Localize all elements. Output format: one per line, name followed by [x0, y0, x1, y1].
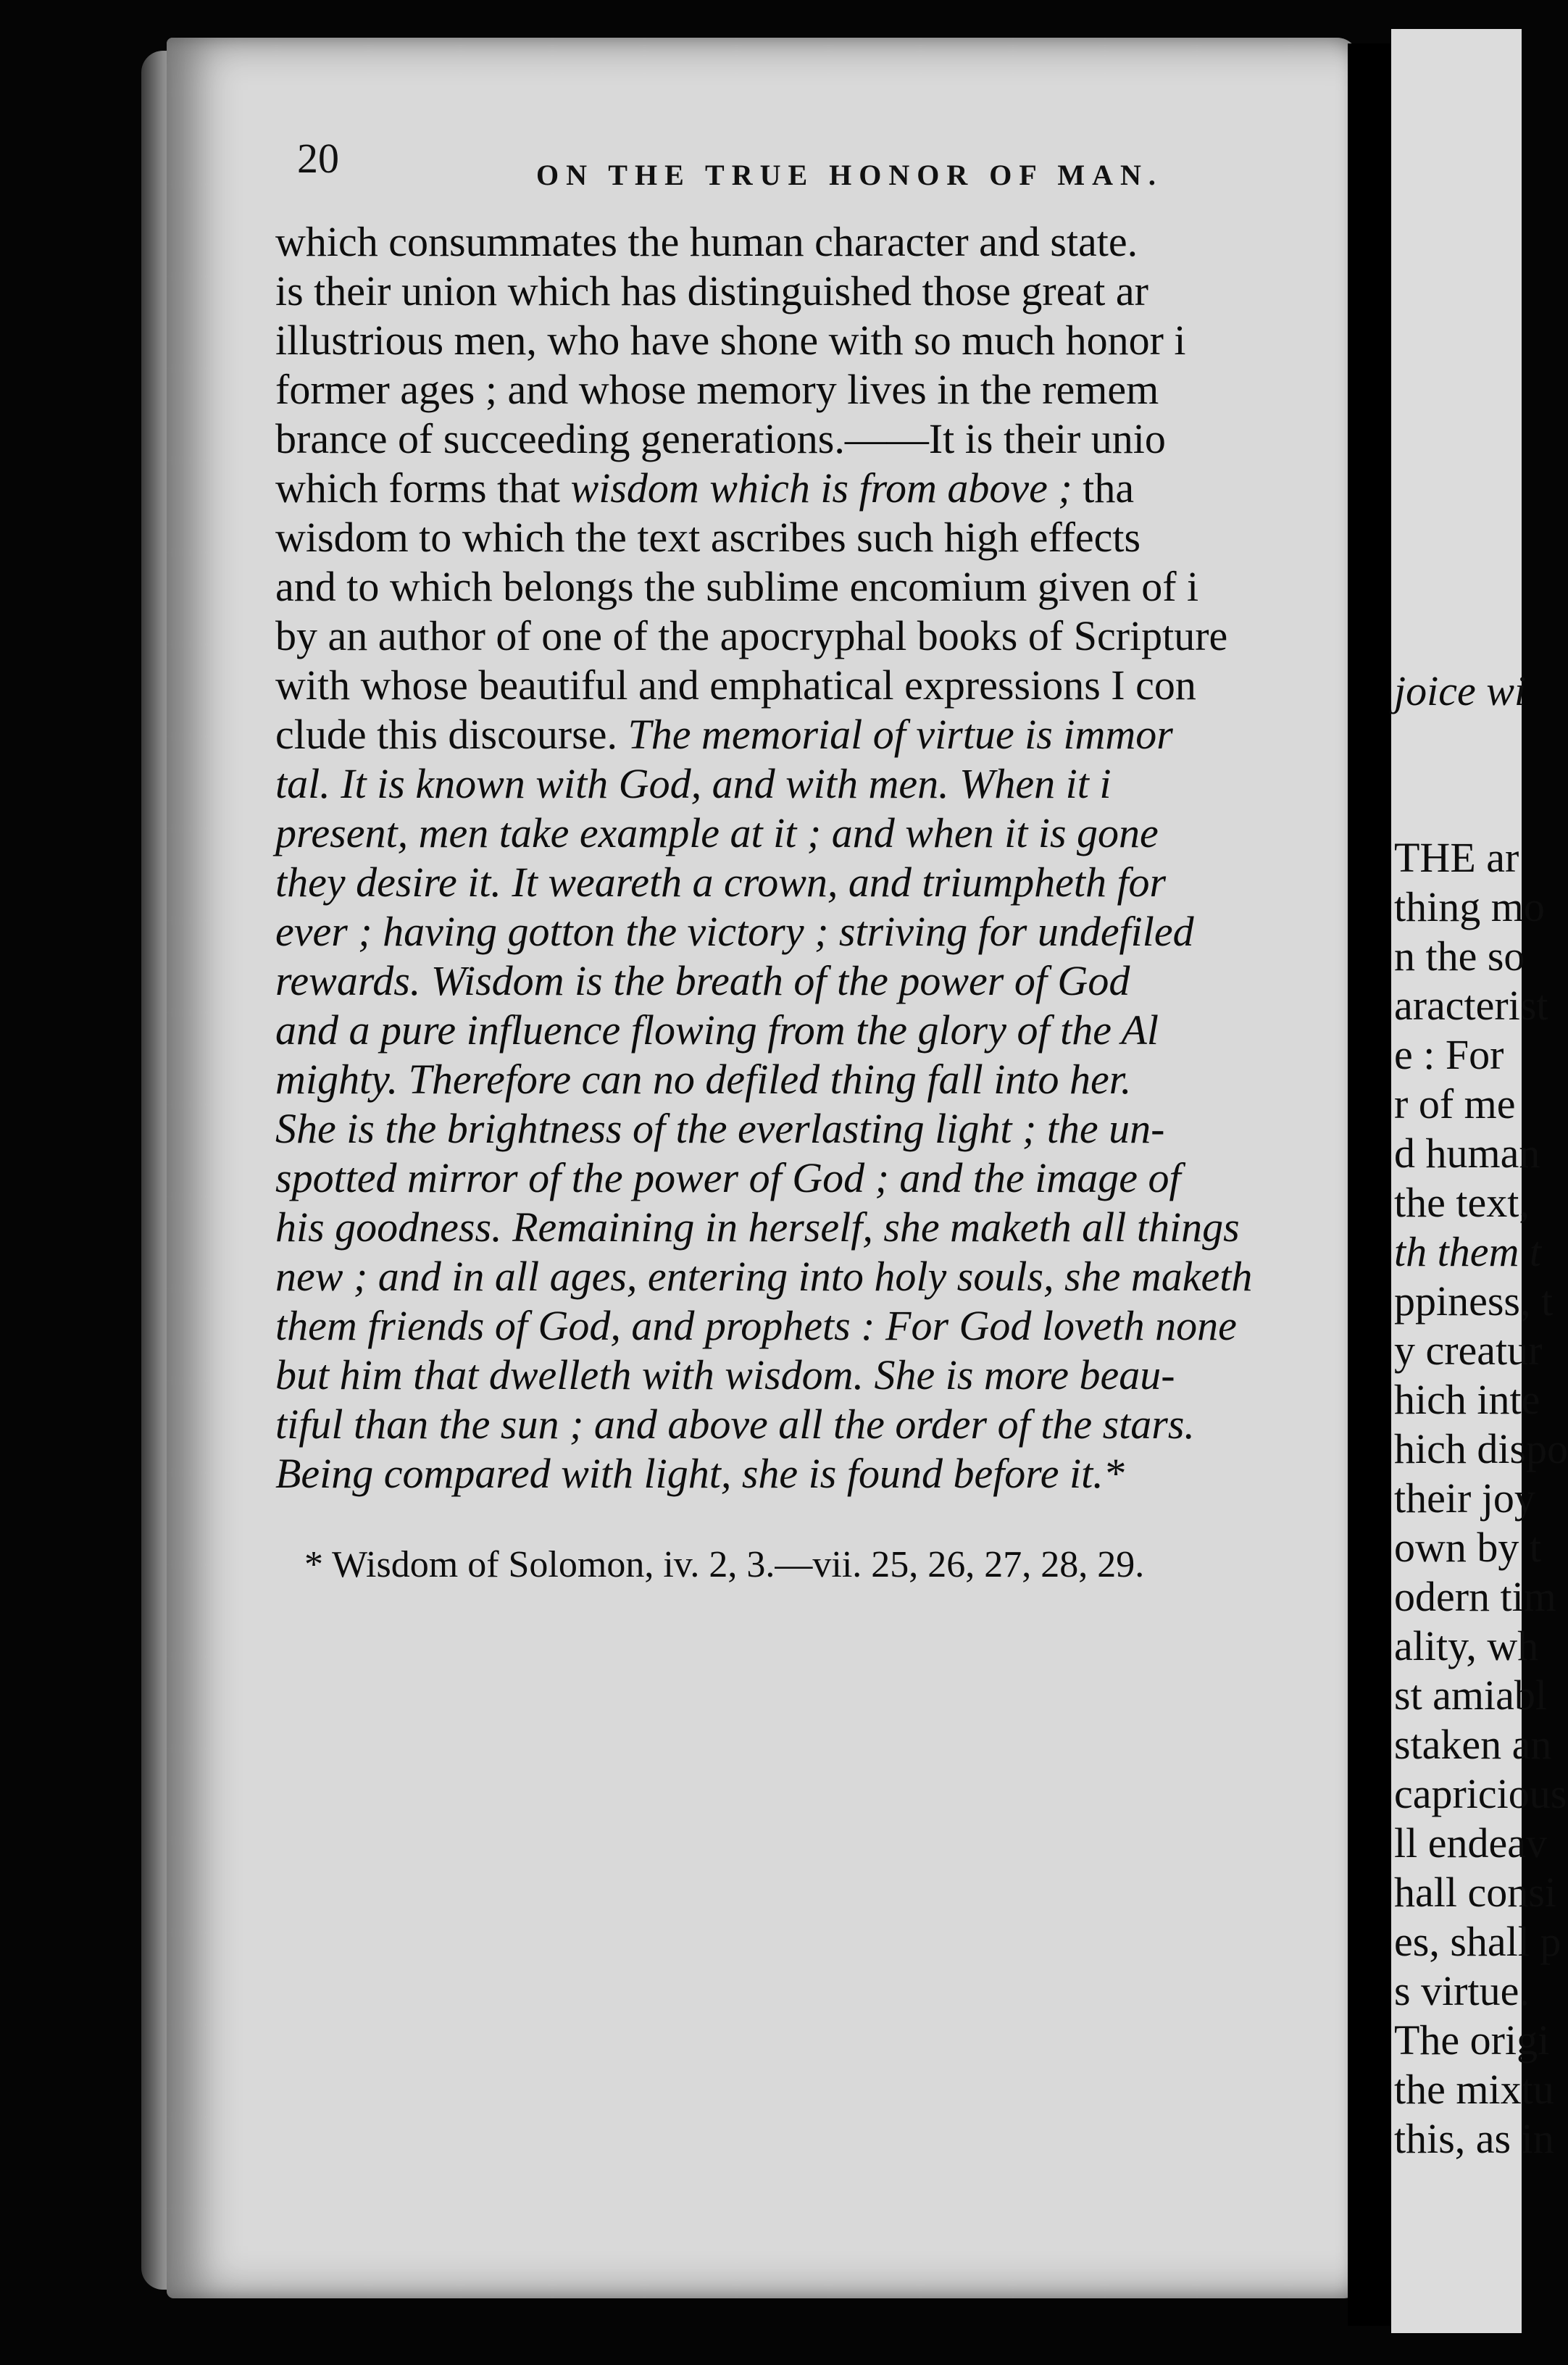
- right-text-line: staken an: [1394, 1721, 1552, 1768]
- right-text-line: the text,: [1394, 1179, 1530, 1226]
- page-number: 20: [297, 135, 339, 182]
- right-text-line: THE ar: [1394, 834, 1519, 881]
- right-text-line: this, as in: [1394, 2115, 1554, 2162]
- text-line: and to which belongs the sublime encomium given of i: [275, 563, 1199, 610]
- text-line: mighty. Therefore can no defiled thing fall into her.: [275, 1056, 1132, 1103]
- text-line: ever ; having gotton the victory ; striving for undefiled: [275, 908, 1194, 955]
- text-line: which forms that wisdom which is from above ; tha: [275, 464, 1135, 512]
- right-text-line: n the so: [1394, 933, 1525, 980]
- text-line: present, men take example at it ; and when it is gone: [275, 809, 1159, 856]
- text-line: tiful than the sun ; and above all the order of the stars.: [275, 1401, 1195, 1448]
- text-line: his goodness. Remaining in herself, she maketh all things: [275, 1204, 1240, 1251]
- text-line: tal. It is known with God, and with men. When it i: [275, 760, 1112, 807]
- text-line: wisdom to which the text ascribes such high effects: [275, 514, 1141, 561]
- right-text-line: own by t: [1394, 1524, 1541, 1571]
- right-page: [1391, 29, 1568, 2333]
- text-line: brance of succeeding generations.——It is their unio: [275, 415, 1166, 462]
- text-line: She is the brightness of the everlasting light ; the un-: [275, 1105, 1165, 1152]
- right-text-line: thing mo: [1394, 883, 1545, 930]
- right-text-line: d human: [1394, 1130, 1540, 1177]
- text-line: Being compared with light, she is found before it.*: [275, 1450, 1125, 1497]
- right-text-line: ality, wh: [1394, 1622, 1539, 1669]
- book-gutter: [1348, 43, 1391, 2326]
- right-text-line: aracterist: [1394, 982, 1548, 1029]
- text-line: and a pure influence flowing from the glory of the Al: [275, 1006, 1159, 1054]
- right-text-line: th them t: [1394, 1228, 1541, 1275]
- right-text-line: hich inte: [1394, 1376, 1540, 1423]
- text-line: them friends of God, and prophets : For God loveth none: [275, 1302, 1237, 1349]
- text-line: new ; and in all ages, entering into holy souls, she maketh: [275, 1253, 1253, 1300]
- right-text-line: e : For: [1394, 1031, 1504, 1078]
- text-line: but him that dwelleth with wisdom. She is more beau-: [275, 1351, 1175, 1398]
- right-text-line: the mixtu: [1394, 2066, 1554, 2113]
- text-line: with whose beautiful and emphatical expressions I con: [275, 662, 1196, 709]
- right-text-line: hall consi: [1394, 1869, 1556, 1916]
- right-text-line: joice wi: [1394, 667, 1527, 714]
- right-text-line: y creatur: [1394, 1327, 1543, 1374]
- right-text-line: s virtue.: [1394, 1967, 1530, 2014]
- right-text-line: hich dispo: [1394, 1425, 1568, 1472]
- text-line: illustrious men, who have shone with so much honor i: [275, 317, 1186, 364]
- body-text: [275, 217, 1333, 1498]
- text-line: which consummates the human character and state.: [275, 218, 1138, 265]
- text-line: rewards. Wisdom is the breath of the power of God: [275, 957, 1130, 1004]
- right-text-line: st amiabl: [1394, 1672, 1548, 1719]
- right-text-line: es, shall p: [1394, 1918, 1561, 1965]
- text-line: is their union which has distinguished those great ar: [275, 267, 1148, 314]
- text-line: by an author of one of the apocryphal books of Scripture: [275, 612, 1228, 659]
- right-text-line: odern tim: [1394, 1573, 1556, 1620]
- right-text-line: The origi: [1394, 2016, 1550, 2064]
- right-text-line: ll endeav: [1394, 1819, 1547, 1866]
- running-head: ON THE TRUE HONOR OF MAN.: [536, 159, 1163, 191]
- text-line: clude this discourse. The memorial of virtue is immor: [275, 711, 1173, 758]
- text-line: they desire it. It weareth a crown, and triumpheth for: [275, 859, 1167, 906]
- text-line: spotted mirror of the power of God ; and the image of: [275, 1154, 1181, 1201]
- right-text-line: ppiness, t: [1394, 1277, 1554, 1325]
- right-text-line: capricious: [1394, 1770, 1567, 1817]
- text-line: former ages ; and whose memory lives in the remem: [275, 366, 1159, 413]
- right-text-line: r of me: [1394, 1080, 1516, 1127]
- footnote: * Wisdom of Solomon, iv. 2, 3.—vii. 25, 26, 27, 28, 29.: [304, 1544, 1145, 1585]
- right-text-line: their joy: [1394, 1475, 1535, 1522]
